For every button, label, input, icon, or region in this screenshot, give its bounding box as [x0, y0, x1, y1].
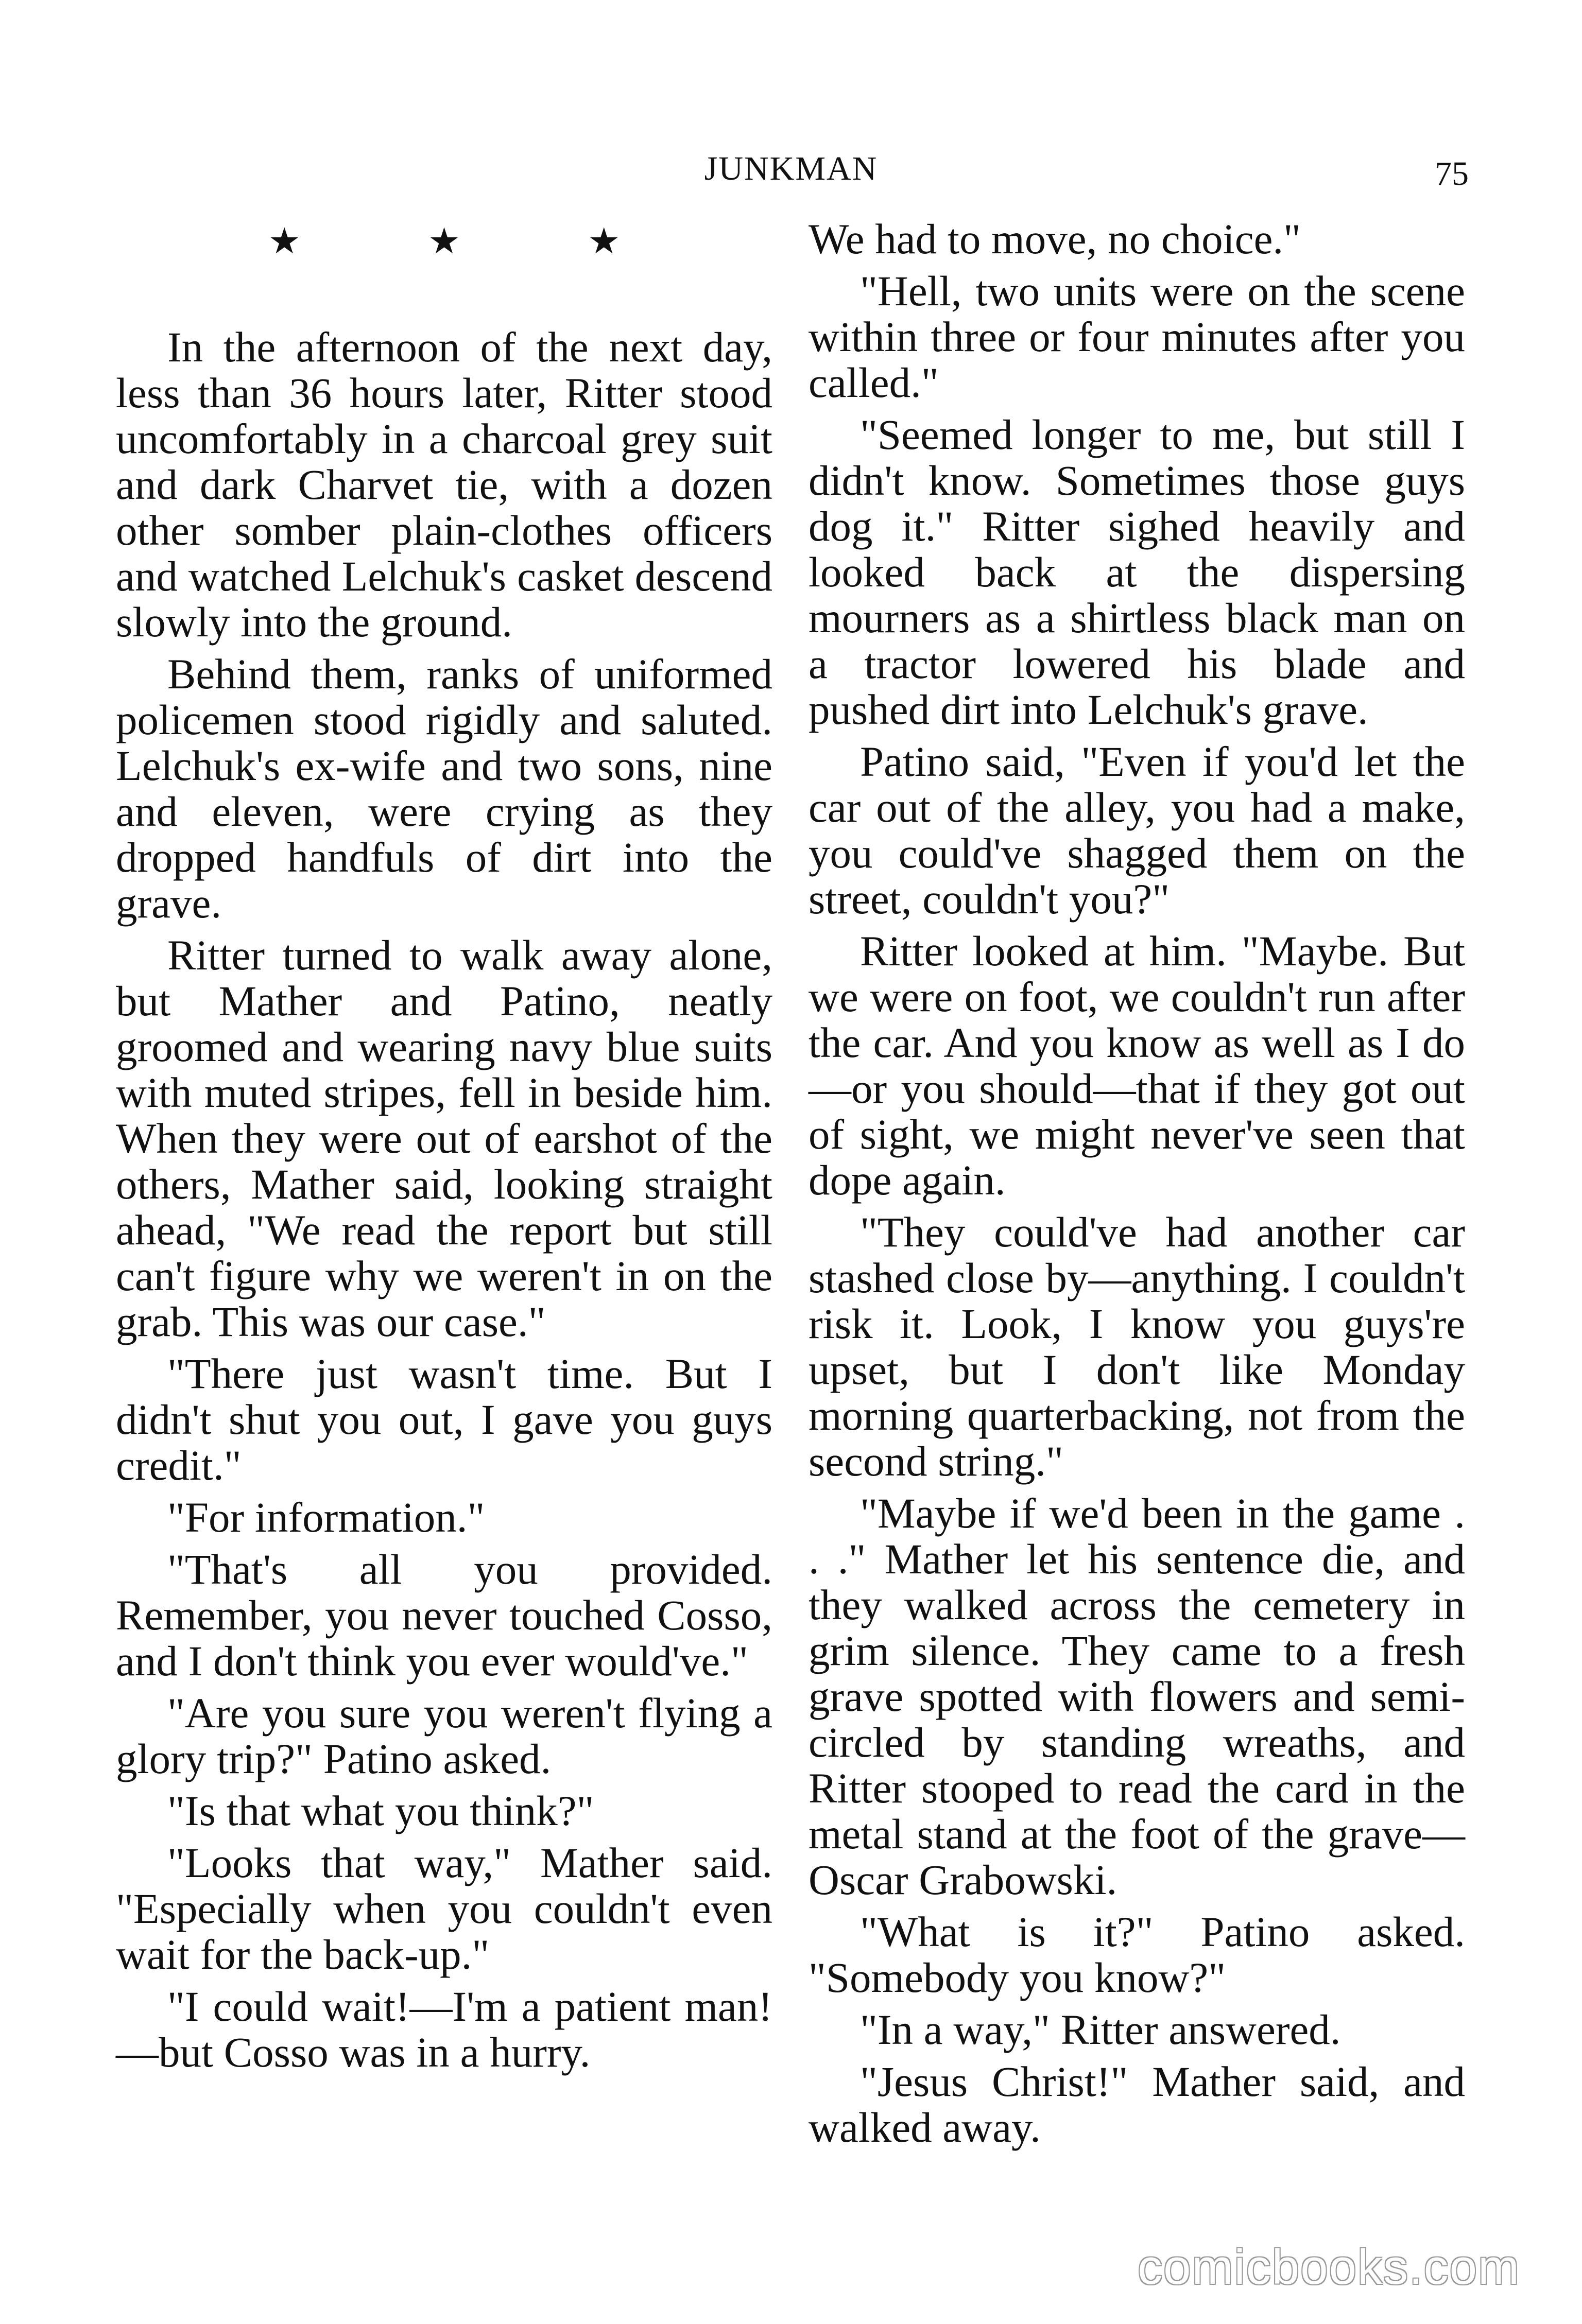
paragraph: "They could've had another car stashed close by—anything. I couldn't risk it. Look, I know you guys're upset, but I don't like Monday morning quarterbacking, not from the second string." [809, 1208, 1465, 1485]
running-head-title: JUNKMAN [704, 150, 878, 187]
paragraph: Ritter turned to walk away alone, but Mather and Patino, neatly groomed and wearing navy blue suits with muted stripes, fell in beside him. When they were out of earshot of the others, Mather said, looking straight ahead, "We read the report but still can't figure why we weren't in on the grab. This was our case." [116, 931, 772, 1345]
paragraph: "What is it?" Patino asked. "Somebody you know?" [809, 1908, 1465, 2001]
paragraph: "Looks that way," Mather said. "Especially when you couldn't even wait for the back-up." [116, 1839, 772, 1978]
paragraph: "Is that what you think?" [167, 1787, 594, 1834]
paragraph: Patino said, "Even if you'd let the car out of the alley, you had a make, you could've shagged them on the street, couldn't you?" [809, 738, 1465, 923]
watermark: comicbooks.com [1138, 2240, 1520, 2295]
paragraph: "Hell, two units were on the scene within three or four minutes after you called." [809, 267, 1465, 406]
paragraph: "For information." [167, 1494, 485, 1541]
paragraph: "Jesus Christ!" Mather said, and walked away. [809, 2058, 1465, 2151]
page-number: 75 [1435, 155, 1469, 193]
paragraph: Behind them, ranks of uniformed policemen stood rigidly and saluted. Lelchuk's ex-wife and two sons, nine and eleven, were crying as they dropped handfuls of dirt into the grave. [116, 650, 772, 927]
paragraph: "I could wait!—I'm a patient man!—but Cosso was in a hurry. [116, 1983, 772, 2076]
paragraph: "In a way," Ritter answered. [860, 2006, 1341, 2053]
left-column [116, 216, 772, 2082]
paragraph: "That's all you provided. Remember, you never touched Cosso, and I don't think you ever would've." [116, 1546, 772, 1685]
paragraph: Ritter looked at him. "Maybe. But we were on foot, we couldn't run after the car. And you know as well as I do—or you should—that if they got out of sight, we might never've seen that dope again. [809, 927, 1465, 1204]
right-column [809, 216, 1465, 2157]
paragraph: "Seemed longer to me, but still I didn't know. Sometimes those guys dog it." Ritter sighed heavily and looked back at the dispersing mourners as a shirtless black man on a tractor lowered his blade and pushed dirt into Lelchuk's grave. [809, 411, 1465, 733]
paragraph: "Are you sure you weren't flying a glory trip?" Patino asked. [116, 1689, 772, 1782]
section-break: ★ ★ ★ [268, 222, 621, 262]
paragraph: In the afternoon of the next day, less than 36 hours later, Ritter stood uncomfortably in a charcoal grey suit and dark Charvet tie, with a dozen other somber plain-clothes officers and watched Lelchuk's casket descend slowly into the ground. [116, 323, 772, 646]
paragraph: "There just wasn't time. But I didn't shut you out, I gave you guys credit." [116, 1350, 772, 1489]
paragraph: "Maybe if we'd been in the game . . ." Mather let his sentence die, and they walked across the cemetery in grim silence. They came to a fresh grave spotted with flowers and semi-circled by standing wreaths, and Ritter stooped to read the card in the metal stand at the foot of the grave—Oscar Grabowski. [809, 1489, 1465, 1903]
paragraph-continued: We had to move, no choice." [809, 215, 1301, 263]
